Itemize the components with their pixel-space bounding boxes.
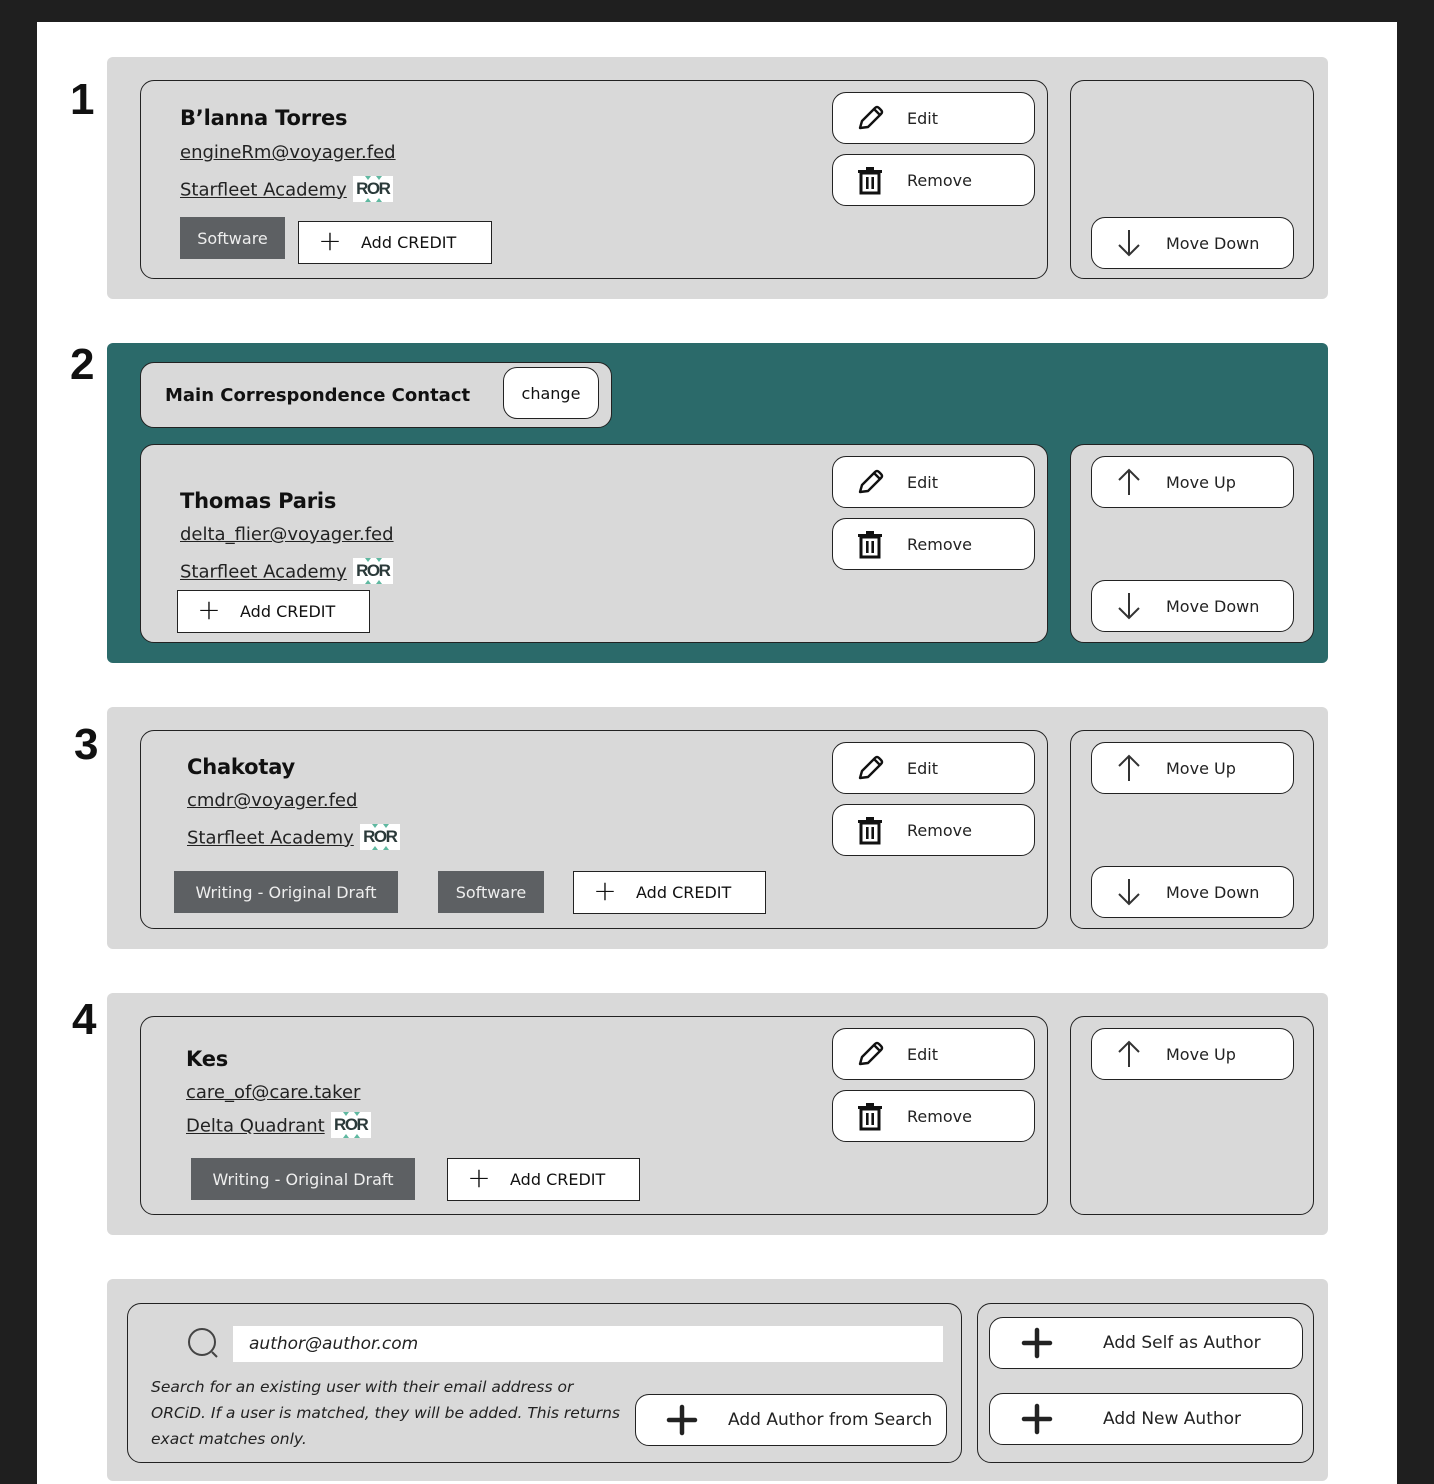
plus-icon	[990, 1403, 1084, 1435]
move-down-button[interactable]: Move Down	[1091, 217, 1294, 269]
author-order-number: 2	[70, 340, 95, 389]
plus-icon: +	[197, 593, 221, 626]
trash-icon	[833, 815, 907, 845]
arrow-up-icon	[1092, 467, 1166, 497]
search-input[interactable]	[233, 1326, 943, 1362]
affiliation-link[interactable]: Delta Quadrant	[186, 1115, 325, 1137]
affiliation-row	[186, 1114, 371, 1140]
affiliation-row	[187, 826, 400, 852]
credit-chip[interactable]: Software	[438, 871, 544, 913]
move-up-button[interactable]: Move Up	[1091, 456, 1294, 508]
author-name: B’lanna Torres	[180, 106, 348, 130]
pencil-icon	[833, 1040, 907, 1068]
move-down-button[interactable]: Move Down	[1091, 866, 1294, 918]
pencil-icon	[833, 104, 907, 132]
search-icon	[186, 1326, 222, 1366]
ror-badge[interactable]: ROR	[331, 1112, 371, 1138]
edit-button[interactable]: Edit	[832, 742, 1035, 794]
affiliation-link[interactable]: Starfleet Academy	[180, 179, 347, 201]
edit-button[interactable]: Edit	[832, 456, 1035, 508]
ror-badge[interactable]: ROR	[353, 176, 393, 202]
credit-chip[interactable]: Software	[180, 217, 285, 259]
trash-icon	[833, 1101, 907, 1131]
credit-chip[interactable]: Writing - Original Draft	[174, 871, 398, 913]
author-order-number: 3	[74, 720, 99, 769]
author-email-link[interactable]: cmdr@voyager.fed	[187, 790, 358, 811]
move-up-button[interactable]: Move Up	[1091, 1028, 1294, 1080]
move-up-button[interactable]: Move Up	[1091, 742, 1294, 794]
add-new-author-button[interactable]: Add New Author	[989, 1393, 1303, 1445]
pencil-icon	[833, 754, 907, 782]
remove-button[interactable]: Remove	[832, 154, 1035, 206]
edit-button[interactable]: Edit	[832, 1028, 1035, 1080]
arrow-down-icon	[1092, 228, 1166, 258]
credit-chip[interactable]: Writing - Original Draft	[191, 1158, 415, 1200]
trash-icon	[833, 165, 907, 195]
trash-icon	[833, 529, 907, 559]
remove-button[interactable]: Remove	[832, 1090, 1035, 1142]
search-help-text: Search for an existing user with their email address or ORCiD. If a user is matched, they will be added. This returns exact matches only.	[151, 1378, 621, 1448]
plus-icon: +	[467, 1161, 491, 1194]
author-name: Thomas Paris	[180, 489, 337, 513]
add-self-as-author-button[interactable]: Add Self as Author	[989, 1317, 1303, 1369]
author-name: Kes	[186, 1047, 229, 1071]
move-down-button[interactable]: Move Down	[1091, 580, 1294, 632]
arrow-down-icon	[1092, 591, 1166, 621]
edit-button[interactable]: Edit	[832, 92, 1035, 144]
author-email-link[interactable]: engineRm@voyager.fed	[180, 142, 396, 163]
author-order-number: 4	[72, 995, 97, 1044]
remove-button[interactable]: Remove	[832, 518, 1035, 570]
plus-icon: +	[593, 874, 617, 907]
add-credit-button[interactable]: + Add CREDIT	[447, 1158, 640, 1201]
add-credit-button[interactable]: + Add CREDIT	[298, 221, 492, 264]
author-email-link[interactable]: delta_flier@voyager.fed	[180, 524, 394, 545]
pencil-icon	[833, 468, 907, 496]
change-contact-button[interactable]: change	[503, 367, 599, 419]
arrow-up-icon	[1092, 1039, 1166, 1069]
plus-icon	[636, 1404, 728, 1436]
author-name: Chakotay	[187, 755, 296, 779]
affiliation-link[interactable]: Starfleet Academy	[187, 827, 354, 849]
main-contact-label: Main Correspondence Contact	[165, 384, 471, 406]
ror-badge[interactable]: ROR	[353, 558, 393, 584]
plus-icon: +	[318, 224, 342, 257]
add-author-from-search-button[interactable]: Add Author from Search	[635, 1394, 947, 1446]
ror-badge[interactable]: ROR	[360, 824, 400, 850]
affiliation-link[interactable]: Starfleet Academy	[180, 561, 347, 583]
affiliation-row	[180, 178, 393, 204]
arrow-down-icon	[1092, 877, 1166, 907]
affiliation-row	[180, 560, 393, 586]
remove-button[interactable]: Remove	[832, 804, 1035, 856]
add-credit-button[interactable]: + Add CREDIT	[177, 590, 370, 633]
author-email-link[interactable]: care_of@care.taker	[186, 1082, 361, 1103]
arrow-up-icon	[1092, 753, 1166, 783]
author-order-number: 1	[70, 75, 95, 124]
add-credit-button[interactable]: + Add CREDIT	[573, 871, 766, 914]
plus-icon	[990, 1327, 1084, 1359]
